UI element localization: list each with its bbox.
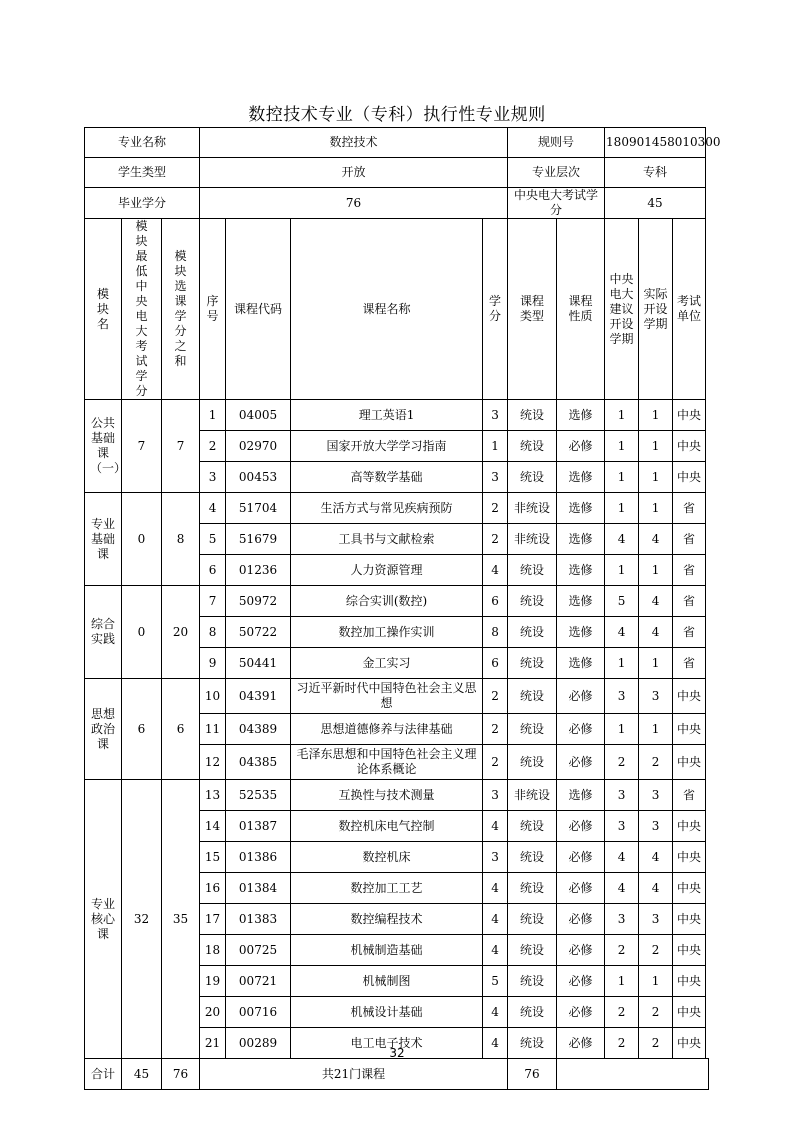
central-exam-value: 45 bbox=[605, 188, 706, 219]
course-actual-term: 4 bbox=[639, 524, 673, 555]
course-seq: 3 bbox=[200, 462, 226, 493]
course-actual-term: 1 bbox=[639, 400, 673, 431]
course-actual-term: 2 bbox=[639, 997, 673, 1028]
course-nature: 必修 bbox=[557, 1028, 605, 1059]
course-actual-term: 1 bbox=[639, 493, 673, 524]
course-suggested-term: 4 bbox=[605, 524, 639, 555]
course-credit: 4 bbox=[483, 811, 508, 842]
course-nature: 必修 bbox=[557, 997, 605, 1028]
info-row-type bbox=[85, 158, 709, 188]
course-type: 统设 bbox=[508, 745, 557, 780]
course-nature: 必修 bbox=[557, 935, 605, 966]
course-suggested-term: 4 bbox=[605, 873, 639, 904]
course-type: 统设 bbox=[508, 617, 557, 648]
course-credit: 4 bbox=[483, 873, 508, 904]
course-seq: 19 bbox=[200, 966, 226, 997]
module-name: 专业基础课 bbox=[85, 493, 122, 586]
module-min-central: 0 bbox=[122, 586, 162, 679]
col-header-suggested: 中央电大建议开设学期 bbox=[605, 219, 639, 400]
course-actual-term: 1 bbox=[639, 555, 673, 586]
course-seq: 12 bbox=[200, 745, 226, 780]
course-code: 01386 bbox=[226, 842, 291, 873]
course-name: 数控加工操作实训 bbox=[291, 617, 483, 648]
course-credit: 2 bbox=[483, 714, 508, 745]
course-credit: 8 bbox=[483, 617, 508, 648]
module-name: 专业核心课 bbox=[85, 780, 122, 1059]
course-code: 51704 bbox=[226, 493, 291, 524]
module-name: 综合实践 bbox=[85, 586, 122, 679]
course-name: 数控编程技术 bbox=[291, 904, 483, 935]
module-elective-sum: 6 bbox=[162, 679, 200, 780]
course-code: 00721 bbox=[226, 966, 291, 997]
col-header-module: 模块名 bbox=[85, 219, 122, 400]
course-suggested-term: 1 bbox=[605, 462, 639, 493]
course-type: 统设 bbox=[508, 873, 557, 904]
course-suggested-term: 1 bbox=[605, 555, 639, 586]
course-nature: 选修 bbox=[557, 400, 605, 431]
course-seq: 6 bbox=[200, 555, 226, 586]
module-elective-sum: 7 bbox=[162, 400, 200, 493]
col-header-name: 课程名称 bbox=[291, 219, 483, 400]
course-nature: 必修 bbox=[557, 842, 605, 873]
module-elective-sum: 8 bbox=[162, 493, 200, 586]
course-seq: 7 bbox=[200, 586, 226, 617]
module-elective-sum: 20 bbox=[162, 586, 200, 679]
course-credit: 1 bbox=[483, 431, 508, 462]
course-type: 非统设 bbox=[508, 493, 557, 524]
course-code: 00716 bbox=[226, 997, 291, 1028]
course-exam-unit: 省 bbox=[673, 586, 706, 617]
total-label: 合计 bbox=[85, 1059, 122, 1090]
course-type: 统设 bbox=[508, 842, 557, 873]
course-nature: 选修 bbox=[557, 648, 605, 679]
course-type: 统设 bbox=[508, 462, 557, 493]
course-exam-unit: 中央 bbox=[673, 679, 706, 714]
course-type: 统设 bbox=[508, 679, 557, 714]
course-code: 00453 bbox=[226, 462, 291, 493]
course-code: 50441 bbox=[226, 648, 291, 679]
course-row bbox=[85, 780, 709, 811]
course-code: 01384 bbox=[226, 873, 291, 904]
course-name: 电工电子技术 bbox=[291, 1028, 483, 1059]
level-value: 专科 bbox=[605, 158, 706, 188]
central-exam-label: 中央电大考试学分 bbox=[508, 188, 605, 219]
course-type: 统设 bbox=[508, 966, 557, 997]
module-min-central: 32 bbox=[122, 780, 162, 1059]
rule-no-value: 180901458010300 bbox=[605, 128, 706, 158]
course-actual-term: 4 bbox=[639, 617, 673, 648]
course-suggested-term: 1 bbox=[605, 493, 639, 524]
course-actual-term: 1 bbox=[639, 648, 673, 679]
course-code: 01383 bbox=[226, 904, 291, 935]
course-name: 生活方式与常见疾病预防 bbox=[291, 493, 483, 524]
course-type: 统设 bbox=[508, 555, 557, 586]
page-number: 32 bbox=[389, 1046, 405, 1060]
col-header-min-central: 模块最低中央电大考试学分 bbox=[122, 219, 162, 400]
curriculum-table bbox=[84, 127, 721, 1090]
course-suggested-term: 2 bbox=[605, 997, 639, 1028]
course-exam-unit: 中央 bbox=[673, 966, 706, 997]
course-code: 02970 bbox=[226, 431, 291, 462]
course-credit: 6 bbox=[483, 586, 508, 617]
course-credit: 2 bbox=[483, 524, 508, 555]
course-exam-unit: 中央 bbox=[673, 745, 706, 780]
course-name: 习近平新时代中国特色社会主义思想 bbox=[291, 679, 483, 714]
course-seq: 15 bbox=[200, 842, 226, 873]
total-elective-sum: 76 bbox=[162, 1059, 200, 1090]
course-credit: 6 bbox=[483, 648, 508, 679]
course-exam-unit: 省 bbox=[673, 493, 706, 524]
col-header-seq: 序号 bbox=[200, 219, 226, 400]
course-name: 数控机床电气控制 bbox=[291, 811, 483, 842]
course-nature: 选修 bbox=[557, 524, 605, 555]
course-nature: 必修 bbox=[557, 904, 605, 935]
course-name: 互换性与技术测量 bbox=[291, 780, 483, 811]
total-courses-text: 共21门课程 bbox=[200, 1059, 508, 1090]
info-row-credits bbox=[85, 188, 709, 219]
course-type: 统设 bbox=[508, 935, 557, 966]
course-row bbox=[85, 679, 709, 714]
student-type-value: 开放 bbox=[200, 158, 508, 188]
major-name-value: 数控技术 bbox=[200, 128, 508, 158]
course-type: 统设 bbox=[508, 431, 557, 462]
course-actual-term: 2 bbox=[639, 745, 673, 780]
total-blank bbox=[557, 1059, 709, 1090]
course-seq: 17 bbox=[200, 904, 226, 935]
course-name: 高等数学基础 bbox=[291, 462, 483, 493]
course-nature: 选修 bbox=[557, 780, 605, 811]
module-min-central: 0 bbox=[122, 493, 162, 586]
course-nature: 必修 bbox=[557, 811, 605, 842]
course-name: 人力资源管理 bbox=[291, 555, 483, 586]
course-nature: 选修 bbox=[557, 493, 605, 524]
course-exam-unit: 中央 bbox=[673, 873, 706, 904]
course-name: 金工实习 bbox=[291, 648, 483, 679]
course-code: 04391 bbox=[226, 679, 291, 714]
course-suggested-term: 1 bbox=[605, 966, 639, 997]
course-actual-term: 2 bbox=[639, 1028, 673, 1059]
course-actual-term: 3 bbox=[639, 679, 673, 714]
col-header-exam-unit: 考试单位 bbox=[673, 219, 706, 400]
course-name: 思想道德修养与法律基础 bbox=[291, 714, 483, 745]
course-exam-unit: 中央 bbox=[673, 431, 706, 462]
course-suggested-term: 4 bbox=[605, 842, 639, 873]
course-name: 数控加工工艺 bbox=[291, 873, 483, 904]
course-credit: 2 bbox=[483, 493, 508, 524]
course-code: 52535 bbox=[226, 780, 291, 811]
course-suggested-term: 3 bbox=[605, 904, 639, 935]
course-nature: 选修 bbox=[557, 462, 605, 493]
course-code: 00725 bbox=[226, 935, 291, 966]
course-seq: 10 bbox=[200, 679, 226, 714]
course-suggested-term: 2 bbox=[605, 935, 639, 966]
course-exam-unit: 中央 bbox=[673, 714, 706, 745]
course-exam-unit: 省 bbox=[673, 524, 706, 555]
module-min-central: 7 bbox=[122, 400, 162, 493]
course-nature: 必修 bbox=[557, 745, 605, 780]
course-nature: 必修 bbox=[557, 714, 605, 745]
course-seq: 1 bbox=[200, 400, 226, 431]
page-title: 数控技术专业（专科）执行性专业规则 bbox=[248, 105, 546, 125]
course-name: 工具书与文献检索 bbox=[291, 524, 483, 555]
col-header-elective-sum: 模块选课学分之和 bbox=[162, 219, 200, 400]
level-label: 专业层次 bbox=[508, 158, 605, 188]
course-seq: 16 bbox=[200, 873, 226, 904]
course-seq: 11 bbox=[200, 714, 226, 745]
course-seq: 2 bbox=[200, 431, 226, 462]
course-type: 统设 bbox=[508, 997, 557, 1028]
module-name: 公共基础课（一） bbox=[85, 400, 122, 493]
course-name: 毛泽东思想和中国特色社会主义理论体系概论 bbox=[291, 745, 483, 780]
course-nature: 选修 bbox=[557, 555, 605, 586]
course-type: 统设 bbox=[508, 811, 557, 842]
total-row bbox=[85, 1059, 709, 1090]
course-seq: 9 bbox=[200, 648, 226, 679]
course-credit: 4 bbox=[483, 555, 508, 586]
column-header-row bbox=[85, 219, 709, 400]
course-suggested-term: 4 bbox=[605, 617, 639, 648]
course-name: 国家开放大学学习指南 bbox=[291, 431, 483, 462]
course-suggested-term: 1 bbox=[605, 431, 639, 462]
course-seq: 13 bbox=[200, 780, 226, 811]
course-type: 非统设 bbox=[508, 780, 557, 811]
course-suggested-term: 5 bbox=[605, 586, 639, 617]
course-nature: 选修 bbox=[557, 586, 605, 617]
course-exam-unit: 中央 bbox=[673, 1028, 706, 1059]
course-actual-term: 2 bbox=[639, 935, 673, 966]
grad-credits-label: 毕业学分 bbox=[85, 188, 200, 219]
course-exam-unit: 省 bbox=[673, 648, 706, 679]
major-name-label: 专业名称 bbox=[85, 128, 200, 158]
course-name: 机械设计基础 bbox=[291, 997, 483, 1028]
course-exam-unit: 中央 bbox=[673, 904, 706, 935]
course-suggested-term: 2 bbox=[605, 745, 639, 780]
course-credit: 2 bbox=[483, 745, 508, 780]
course-exam-unit: 中央 bbox=[673, 400, 706, 431]
course-credit: 4 bbox=[483, 935, 508, 966]
course-nature: 必修 bbox=[557, 679, 605, 714]
grad-credits-value: 76 bbox=[200, 188, 508, 219]
course-code: 04385 bbox=[226, 745, 291, 780]
course-type: 统设 bbox=[508, 1028, 557, 1059]
course-suggested-term: 1 bbox=[605, 714, 639, 745]
course-type: 非统设 bbox=[508, 524, 557, 555]
course-exam-unit: 省 bbox=[673, 780, 706, 811]
course-code: 51679 bbox=[226, 524, 291, 555]
course-exam-unit: 中央 bbox=[673, 997, 706, 1028]
course-type: 统设 bbox=[508, 904, 557, 935]
course-name: 综合实训(数控) bbox=[291, 586, 483, 617]
col-header-code: 课程代码 bbox=[226, 219, 291, 400]
course-suggested-term: 1 bbox=[605, 400, 639, 431]
course-row bbox=[85, 493, 709, 524]
course-type: 统设 bbox=[508, 586, 557, 617]
col-header-type: 课程类型 bbox=[508, 219, 557, 400]
course-exam-unit: 中央 bbox=[673, 935, 706, 966]
course-nature: 必修 bbox=[557, 966, 605, 997]
course-credit: 3 bbox=[483, 462, 508, 493]
course-credit: 3 bbox=[483, 400, 508, 431]
course-row bbox=[85, 400, 709, 431]
course-exam-unit: 省 bbox=[673, 617, 706, 648]
course-suggested-term: 3 bbox=[605, 811, 639, 842]
course-actual-term: 4 bbox=[639, 586, 673, 617]
course-name: 机械制图 bbox=[291, 966, 483, 997]
course-name: 数控机床 bbox=[291, 842, 483, 873]
module-name: 思想政治课 bbox=[85, 679, 122, 780]
course-exam-unit: 省 bbox=[673, 555, 706, 586]
course-actual-term: 4 bbox=[639, 842, 673, 873]
course-suggested-term: 3 bbox=[605, 780, 639, 811]
course-type: 统设 bbox=[508, 400, 557, 431]
course-nature: 必修 bbox=[557, 873, 605, 904]
course-code: 01387 bbox=[226, 811, 291, 842]
course-seq: 20 bbox=[200, 997, 226, 1028]
module-elective-sum: 35 bbox=[162, 780, 200, 1059]
course-exam-unit: 中央 bbox=[673, 462, 706, 493]
course-code: 04389 bbox=[226, 714, 291, 745]
course-credit: 4 bbox=[483, 997, 508, 1028]
course-actual-term: 1 bbox=[639, 714, 673, 745]
course-actual-term: 4 bbox=[639, 873, 673, 904]
course-seq: 21 bbox=[200, 1028, 226, 1059]
course-actual-term: 3 bbox=[639, 780, 673, 811]
rule-no-label: 规则号 bbox=[508, 128, 605, 158]
course-seq: 18 bbox=[200, 935, 226, 966]
course-credit: 4 bbox=[483, 1028, 508, 1059]
course-credit: 3 bbox=[483, 780, 508, 811]
course-seq: 14 bbox=[200, 811, 226, 842]
course-credit: 3 bbox=[483, 842, 508, 873]
course-code: 00289 bbox=[226, 1028, 291, 1059]
course-seq: 4 bbox=[200, 493, 226, 524]
course-name: 机械制造基础 bbox=[291, 935, 483, 966]
course-name: 理工英语1 bbox=[291, 400, 483, 431]
course-seq: 8 bbox=[200, 617, 226, 648]
course-credit: 2 bbox=[483, 679, 508, 714]
course-type: 统设 bbox=[508, 714, 557, 745]
course-actual-term: 3 bbox=[639, 904, 673, 935]
course-credit: 4 bbox=[483, 904, 508, 935]
col-header-credit: 学分 bbox=[483, 219, 508, 400]
course-exam-unit: 中央 bbox=[673, 842, 706, 873]
course-code: 01236 bbox=[226, 555, 291, 586]
course-code: 50972 bbox=[226, 586, 291, 617]
course-code: 50722 bbox=[226, 617, 291, 648]
course-nature: 必修 bbox=[557, 431, 605, 462]
col-header-nature: 课程性质 bbox=[557, 219, 605, 400]
student-type-label: 学生类型 bbox=[85, 158, 200, 188]
course-seq: 5 bbox=[200, 524, 226, 555]
course-nature: 选修 bbox=[557, 617, 605, 648]
course-exam-unit: 中央 bbox=[673, 811, 706, 842]
total-credits: 76 bbox=[508, 1059, 557, 1090]
total-min-central: 45 bbox=[122, 1059, 162, 1090]
course-suggested-term: 1 bbox=[605, 648, 639, 679]
course-code: 04005 bbox=[226, 400, 291, 431]
course-actual-term: 3 bbox=[639, 811, 673, 842]
course-row bbox=[85, 586, 709, 617]
course-actual-term: 1 bbox=[639, 431, 673, 462]
course-actual-term: 1 bbox=[639, 966, 673, 997]
course-suggested-term: 2 bbox=[605, 1028, 639, 1059]
info-row-major bbox=[85, 128, 709, 158]
col-header-actual: 实际开设学期 bbox=[639, 219, 673, 400]
course-suggested-term: 3 bbox=[605, 679, 639, 714]
module-min-central: 6 bbox=[122, 679, 162, 780]
course-credit: 5 bbox=[483, 966, 508, 997]
course-actual-term: 1 bbox=[639, 462, 673, 493]
course-type: 统设 bbox=[508, 648, 557, 679]
